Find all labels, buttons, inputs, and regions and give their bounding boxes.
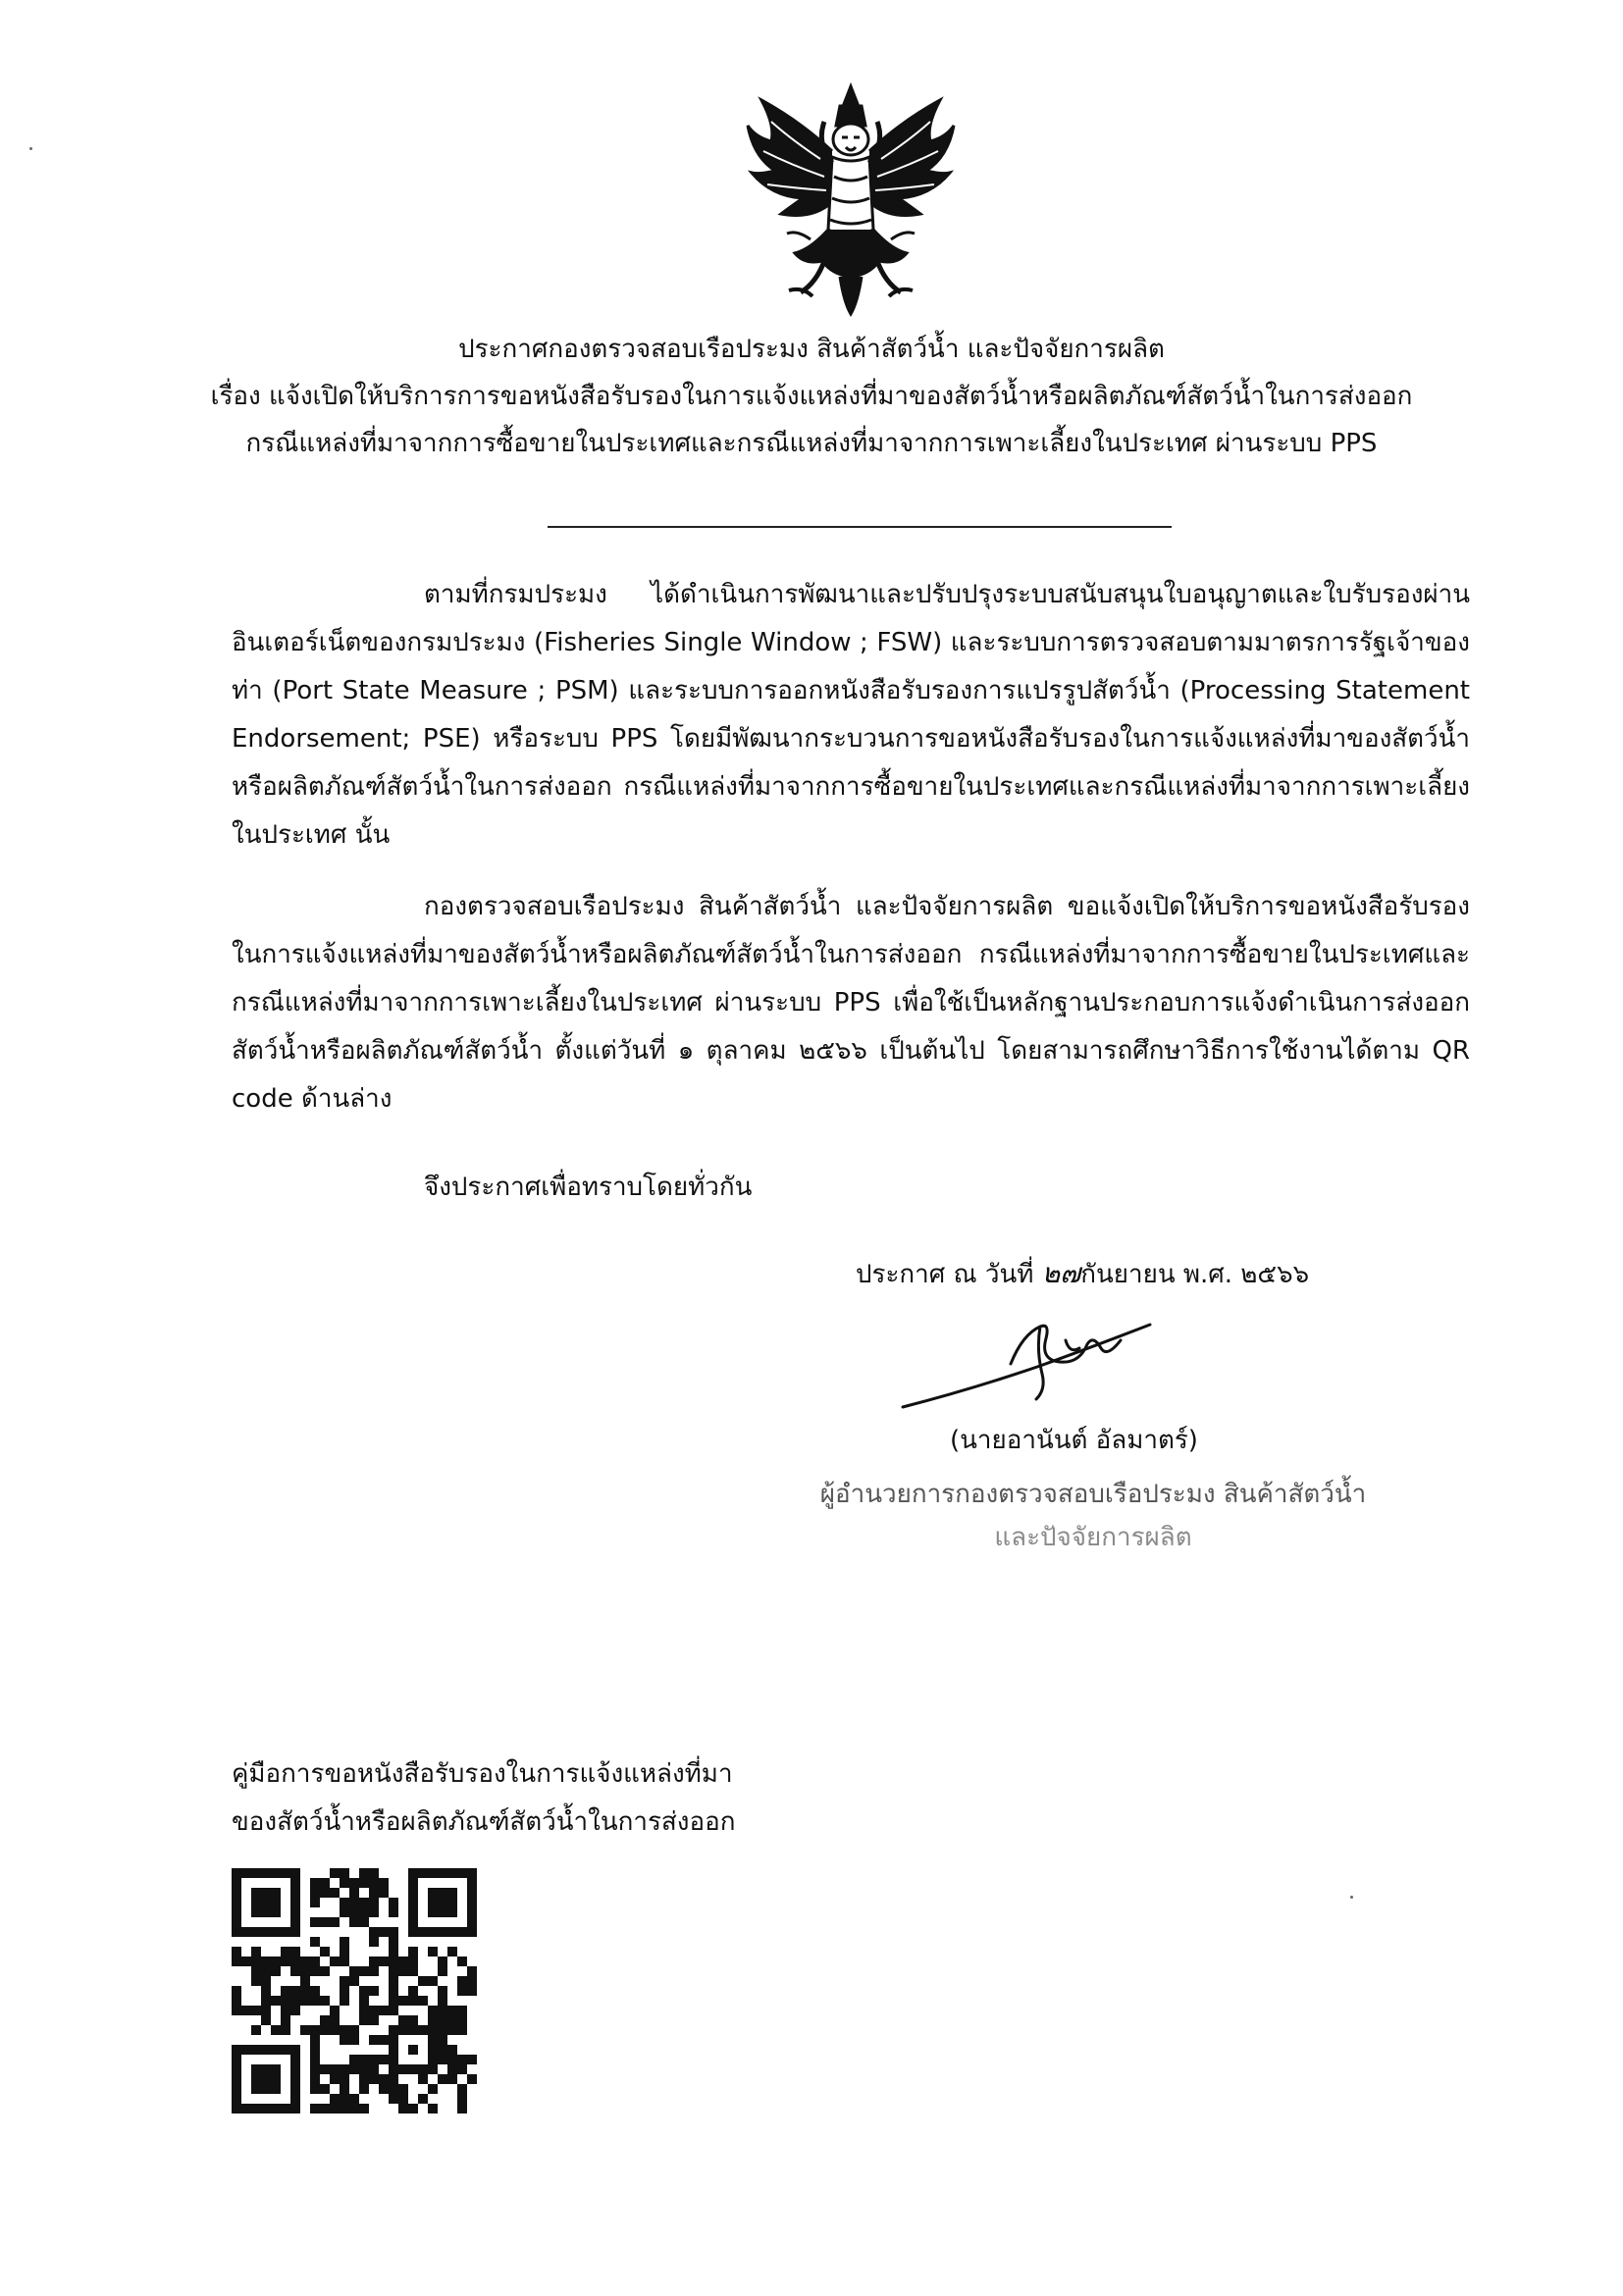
announcement-subject: เรื่อง แจ้งเปิดให้บริการการขอหนังสือรับรองในการแจ้งแหล่งที่มาของสัตว์น้ำหรือผลิตภัณฑ์สัตว์น้ำในการส่งออก: [210, 382, 1413, 411]
body-paragraph-2: กองตรวจสอบเรือประมง สินค้าสัตว์น้ำ และปัจจัยการผลิต ขอแจ้งเปิดให้บริการขอหนังสือรับรองในการแจ้งแหล่งที่มาของสัตว์น้ำหรือผลิตภัณฑ์สัตว์น้ำในการส่งออก กรณีแหล่งที่มาจากการซื้อขายในประเทศและกรณีแหล่งที่มาจากการเพาะเลี้ยงในประเทศ ผ่านระบบ PPS เพื่อใช้เป็นหลักฐานประกอบการแจ้งดำเนินการส่งออกสัตว์น้ำหรือผลิตภัณฑ์สัตว์น้ำ ตั้งแต่วันที่ ๑ ตุลาคม ๒๕๖๖ เป็นต้นไป โดยสามารถศึกษาวิธีการใช้งานได้ตาม QR code ด้านล่าง: [232, 892, 1470, 1114]
manual-caption: คู่มือการขอหนังสือรับรองในการแจ้งแหล่งที่มา ของสัตว์น้ำหรือผลิตภัณฑ์สัตว์น้ำในการส่งออก: [232, 1759, 736, 1837]
garuda-emblem-icon: [742, 82, 960, 318]
handwritten-signature-icon: [893, 1305, 1227, 1413]
signatory-position-continued: และปัจจัยการผลิต: [994, 1523, 1192, 1552]
handwritten-day: ๒๗: [1041, 1257, 1081, 1289]
title-divider: [548, 526, 1172, 528]
body-paragraph-1: ตามที่กรมประมง ได้ดำเนินการพัฒนาและปรับปรุงระบบสนับสนุนใบอนุญาตและใบรับรองผ่านอินเตอร์เน็ตของกรมประมง (Fisheries Single Window ; FSW) และระบบการตรวจสอบตามมาตรการรัฐเจ้าของท่า (Port State Measure ; PSM) และระบบการออกหนังสือรับรองการแปรรูปสัตว์น้ำ (Processing Statement Endorsement; PSE) หรือระบบ PPS โดยมีพัฒนากระบวนการขอหนังสือรับรองในการแจ้งแหล่งที่มาของสัตว์น้ำหรือผลิตภัณฑ์สัตว์น้ำในการส่งออก กรณีแหล่งที่มาจากการซื้อขายในประเทศและกรณีแหล่งที่มาจากการเพาะเลี้ยงในประเทศ นั้น: [232, 580, 1470, 850]
signatory-position: ผู้อำนวยการกองตรวจสอบเรือประมง สินค้าสัตว์น้ำ: [819, 1480, 1367, 1509]
scan-speck: [29, 147, 32, 150]
announcement-date: ประกาศ ณ วันที่ ๒๗กันยายน พ.ศ. ๒๕๖๖: [856, 1257, 1310, 1289]
scan-speck: [1350, 1896, 1353, 1899]
closing-statement: จึงประกาศเพื่อทราบโดยทั่วกัน: [424, 1173, 753, 1202]
qr-code-icon[interactable]: [232, 1868, 477, 2113]
signatory-name: (นายอานันต์ อัลมาตร์): [950, 1426, 1198, 1455]
announcement-title: ประกาศกองตรวจสอบเรือประมง สินค้าสัตว์น้ำ และปัจจัยการผลิต: [458, 335, 1165, 364]
announcement-subject-continued: กรณีแหล่งที่มาจากการซื้อขายในประเทศและกรณีแหล่งที่มาจากการเพาะเลี้ยงในประเทศ ผ่านระบบ PPS: [245, 429, 1378, 458]
